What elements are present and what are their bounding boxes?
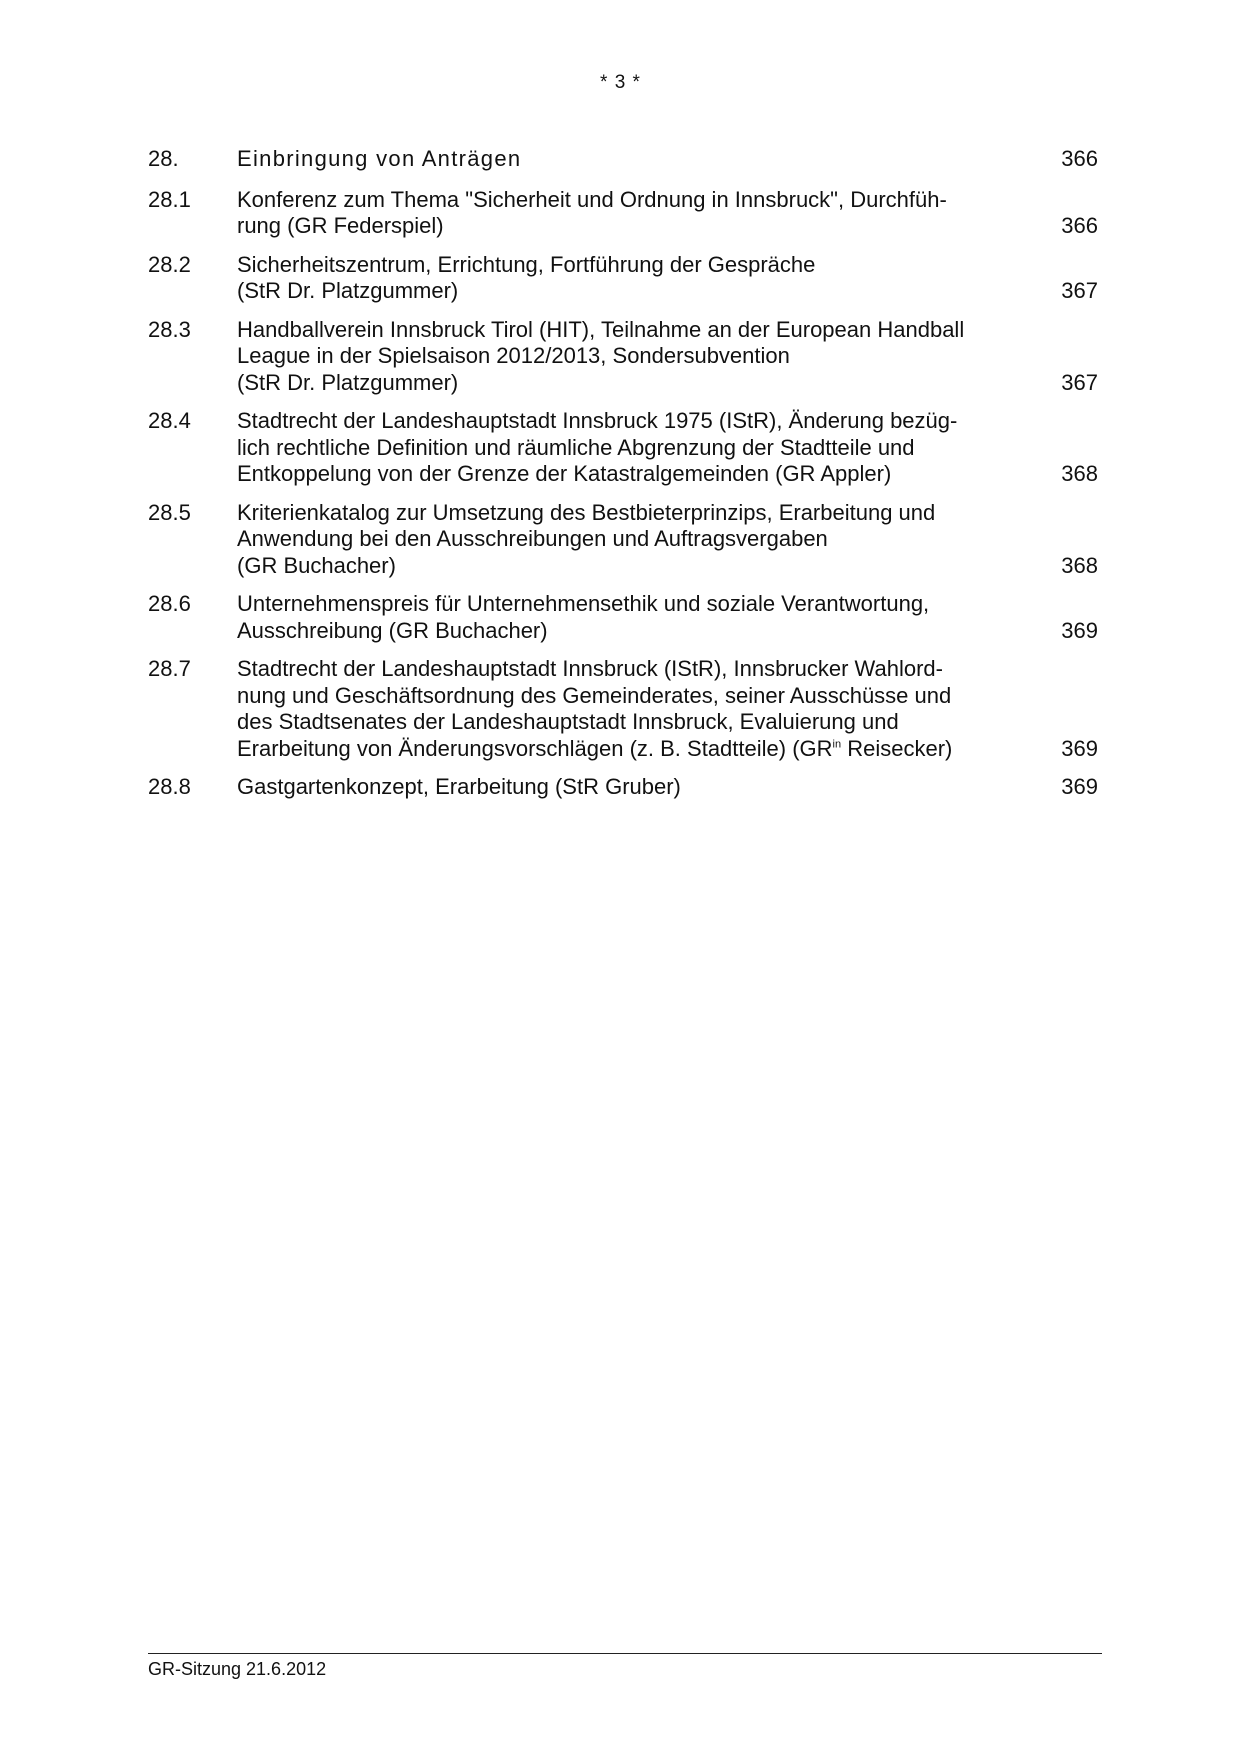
table-of-contents	[148, 146, 1098, 813]
toc-entry-page: 369	[1061, 774, 1098, 799]
toc-entry-line: des Stadtsenates der Landeshauptstadt Innsbruck, Evaluierung und	[237, 709, 899, 734]
toc-entry	[148, 656, 1098, 762]
toc-entry-line: Entkoppelung von der Grenze der Katastralgemeinden (GR Appler)	[237, 461, 892, 486]
toc-entry	[148, 500, 1098, 580]
toc-entry-title	[237, 774, 1027, 801]
toc-entry-page: 368	[1061, 461, 1098, 486]
toc-entry-title	[237, 187, 1027, 240]
toc-entry-line	[237, 736, 1027, 763]
toc-entry-line: Unternehmenspreis für Unternehmensethik und soziale Verantwortung,	[237, 591, 930, 616]
toc-entry-number: 28.5	[148, 499, 191, 525]
footer-session-date: GR-Sitzung 21.6.2012	[148, 1659, 327, 1679]
toc-entry	[148, 774, 1098, 801]
toc-entry-title	[237, 146, 1027, 173]
toc-entry-line: lich rechtliche Definition und räumliche Abgrenzung der Stadtteile und	[237, 434, 915, 460]
toc-entry-line-before: Erarbeitung von Änderungsvorschlägen (z. B. Stadtteile) (GR	[237, 735, 833, 761]
toc-entry-line: nung und Geschäftsordnung des Gemeinderates, seiner Ausschüsse und	[237, 682, 952, 708]
toc-entry-line: Einbringung von Anträgen	[237, 146, 522, 171]
toc-entry-number: 28.8	[148, 774, 191, 799]
toc-entry-line: Kriterienkatalog zur Umsetzung des Bestbieterprinzips, Erarbeitung und	[237, 499, 936, 525]
toc-entry-title	[237, 591, 1027, 644]
toc-entry-title	[237, 317, 1027, 397]
toc-entry-line: Stadtrecht der Landeshauptstadt Innsbruck 1975 (IStR), Änderung bezüg-	[237, 408, 958, 433]
toc-entry-line: Handballverein Innsbruck Tirol (HIT), Teilnahme an der European Handball	[237, 316, 965, 342]
toc-entry-number: 28.1	[148, 186, 191, 212]
toc-entry	[148, 317, 1098, 397]
toc-entry	[148, 408, 1098, 488]
toc-entry	[148, 591, 1098, 644]
toc-entry-line: rung (GR Federspiel)	[237, 213, 444, 238]
toc-entry-number: 28.7	[148, 656, 191, 681]
toc-entry-line-after: Reisecker)	[841, 735, 953, 761]
toc-entry-line: Sicherheitszentrum, Errichtung, Fortführung der Gespräche	[237, 251, 816, 277]
toc-entry-number: 28.2	[148, 251, 191, 277]
toc-entry-number: 28.3	[148, 316, 191, 342]
toc-entry-page: 367	[1061, 278, 1098, 303]
toc-entry-page: 369	[1061, 735, 1098, 761]
toc-entry-page: 367	[1061, 369, 1098, 395]
toc-entry-line: Anwendung bei den Ausschreibungen und Auftragsvergaben	[237, 526, 828, 551]
toc-entry-title	[237, 656, 1027, 762]
page-number: * 3 *	[600, 72, 641, 93]
toc-entry	[148, 252, 1098, 305]
footer-divider	[148, 1653, 1102, 1654]
toc-section-heading	[148, 146, 1098, 173]
toc-entry-line: Konferenz zum Thema "Sicherheit und Ordnung in Innsbruck", Durchfüh-	[237, 186, 947, 212]
toc-entry-line: Stadtrecht der Landeshauptstadt Innsbruck (IStR), Innsbrucker Wahlord-	[237, 656, 943, 681]
toc-entry-line: (StR Dr. Platzgummer)	[237, 369, 459, 395]
toc-entry-line: Ausschreibung (GR Buchacher)	[237, 617, 548, 643]
toc-entry-page: 366	[1061, 146, 1098, 171]
toc-entry-title	[237, 500, 1027, 580]
toc-entry-line: League in der Spielsaison 2012/2013, Sondersubvention	[237, 343, 790, 368]
toc-entry-page: 366	[1061, 213, 1098, 238]
toc-entry-title	[237, 408, 1027, 488]
toc-entry-number: 28.	[148, 146, 179, 171]
toc-entry-line: (GR Buchacher)	[237, 552, 396, 578]
gender-superscript: in	[832, 738, 842, 751]
toc-entry-number: 28.4	[148, 408, 191, 433]
toc-entry-page: 368	[1061, 552, 1098, 578]
toc-entry-line: Gastgartenkonzept, Erarbeitung (StR Gruber)	[237, 774, 681, 799]
toc-entry-line: (StR Dr. Platzgummer)	[237, 278, 459, 303]
toc-entry-page: 369	[1061, 617, 1098, 643]
toc-entry	[148, 187, 1098, 240]
toc-entry-number: 28.6	[148, 591, 191, 616]
toc-entry-title	[237, 252, 1027, 305]
